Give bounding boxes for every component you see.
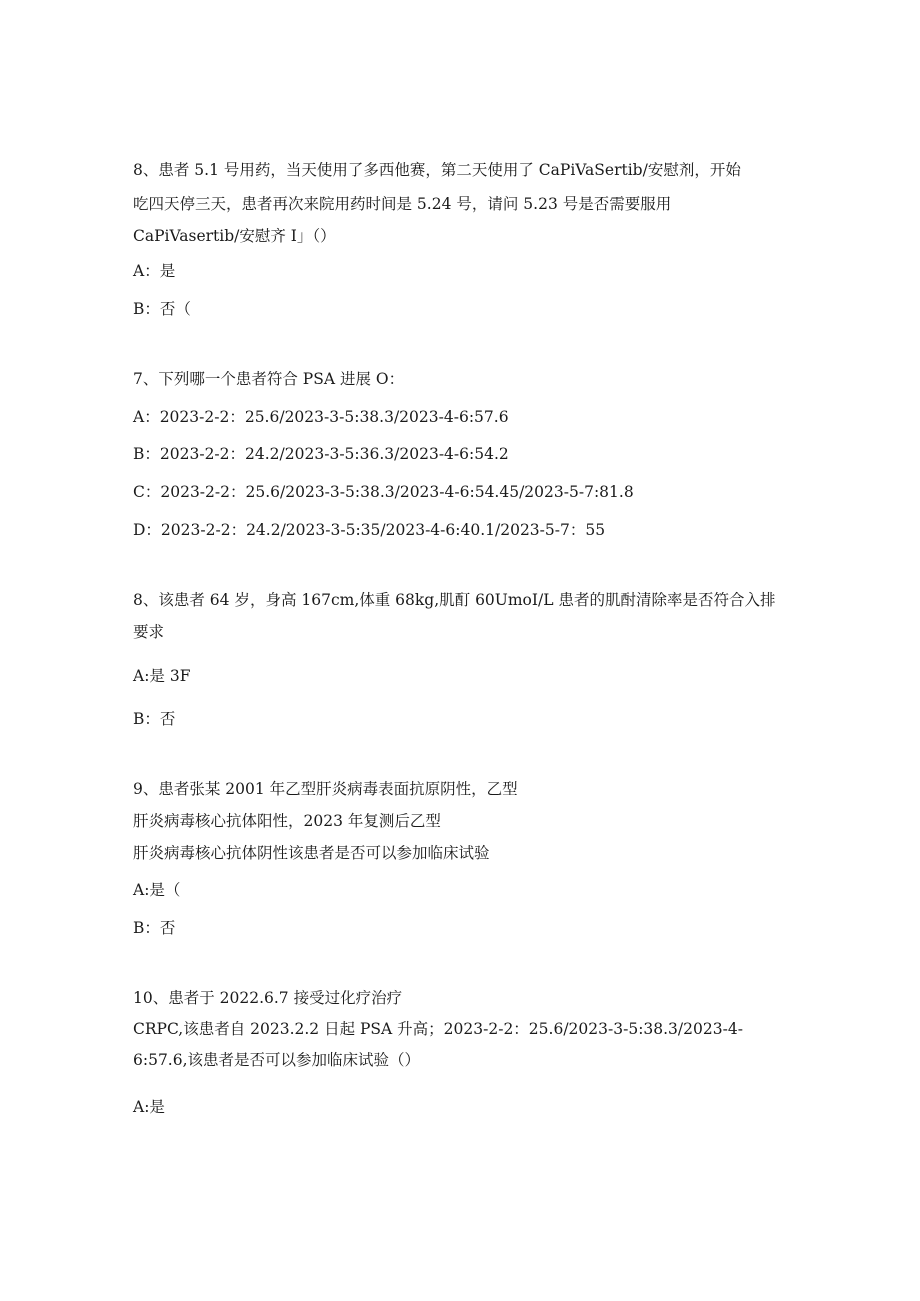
- question-text-line: 要求: [133, 623, 165, 641]
- option-d: D：2023-2-2：24.2/2023-3-5:35/2023-4-6:40.1/2023-5-7：55: [133, 521, 606, 539]
- question-text-line: 7、下列哪一个患者符合 PSA 进展 O：: [133, 370, 405, 388]
- option-a: A:是 3F: [133, 667, 191, 685]
- question-text-line: CRPC,该患者自 2023.2.2 日起 PSA 升高；2023-2-2：25.6/2023-3-5:38.3/2023-4-: [133, 1020, 743, 1038]
- question-text-line: CaPiVasertib/安慰齐 I」（）: [133, 227, 336, 245]
- question-text-line: 吃四天停三天，患者再次来院用药时间是 5.24 号，请问 5.23 号是否需要服用: [133, 195, 672, 213]
- question-text-line: 8、该患者 64 岁，身高 167cm,体重 68kg,肌酊 60UmoI/L 患者的肌酎清除率是否符合入排: [133, 591, 776, 609]
- question-text-line: 肝炎病毒核心抗体阴性该患者是否可以参加临床试验: [133, 844, 490, 862]
- question-text-line: 8、患者 5.1 号用药，当天使用了多西他赛，第二天使用了 CaPiVaSertib/安慰剂，开始: [133, 161, 741, 179]
- option-b: B：否: [133, 919, 176, 937]
- question-text-line: 9、患者张某 2001 年乙型肝炎病毒表面抗原阴性，乙型: [133, 780, 518, 798]
- question-text-line: 肝炎病毒核心抗体阳性，2023 年复测后乙型: [133, 812, 441, 830]
- question-text-line: 6:57.6,该患者是否可以参加临床试验（）: [133, 1051, 421, 1069]
- option-a: A：是: [133, 262, 176, 280]
- option-a: A：2023-2-2：25.6/2023-3-5:38.3/2023-4-6:57.6: [133, 408, 509, 426]
- option-a: A:是（: [133, 881, 181, 899]
- question-text-line: 10、患者于 2022.6.7 接受过化疗治疗: [133, 989, 403, 1007]
- option-b: B：否（: [133, 300, 191, 318]
- option-b: B：否: [133, 710, 176, 728]
- option-a: A:是: [133, 1098, 165, 1116]
- option-c: C：2023-2-2：25.6/2023-3-5:38.3/2023-4-6:54.45/2023-5-7:81.8: [133, 483, 634, 501]
- option-b: B：2023-2-2：24.2/2023-3-5:36.3/2023-4-6:54.2: [133, 445, 509, 463]
